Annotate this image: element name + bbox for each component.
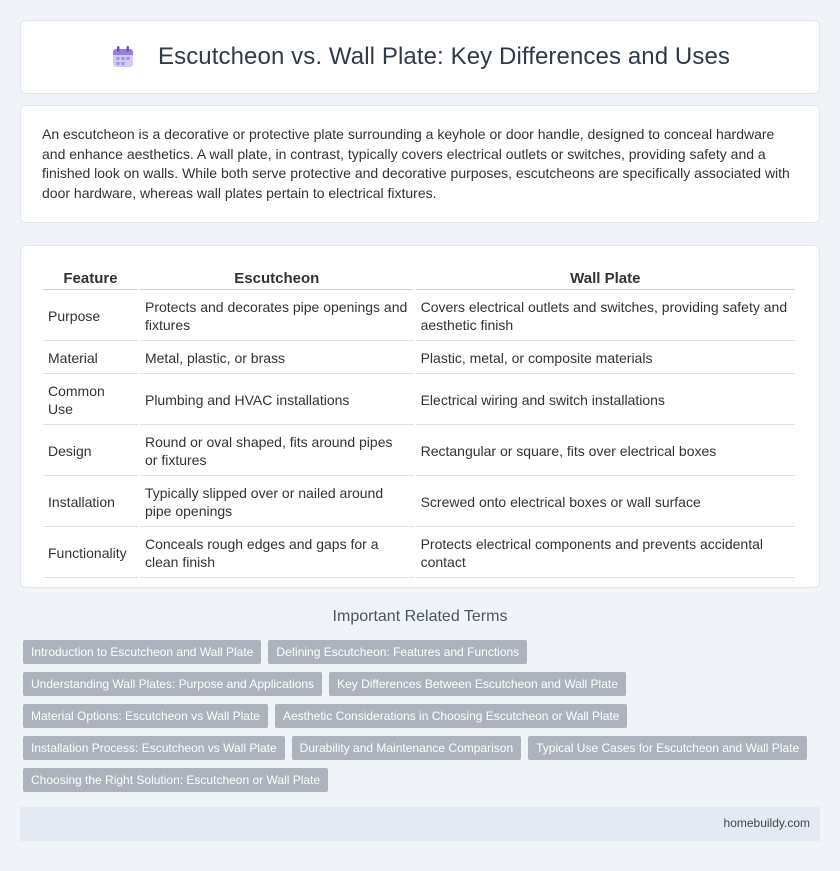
related-term-tag[interactable]: Material Options: Escutcheon vs Wall Plate (23, 704, 268, 728)
related-term-tag[interactable]: Typical Use Cases for Escutcheon and Wall Plate (528, 736, 807, 760)
table-row (43, 292, 795, 341)
feature-cell: Functionality (43, 529, 138, 578)
wall-plate-cell: Screwed onto electrical boxes or wall surface (416, 478, 795, 527)
feature-cell: Material (43, 343, 138, 374)
wall-plate-cell: Rectangular or square, fits over electrical boxes (416, 427, 795, 476)
wall-plate-cell: Protects electrical components and prevents accidental contact (416, 529, 795, 578)
feature-cell: Installation (43, 478, 138, 527)
page-title: Escutcheon vs. Wall Plate: Key Differences and Uses (157, 43, 731, 70)
tag-row (23, 736, 823, 760)
related-terms-list (23, 640, 823, 800)
related-term-tag[interactable]: Key Differences Between Escutcheon and Wall Plate (329, 672, 626, 696)
table-row (43, 376, 795, 425)
escutcheon-cell: Plumbing and HVAC installations (140, 376, 414, 425)
table-row (43, 343, 795, 374)
escutcheon-cell: Metal, plastic, or brass (140, 343, 414, 374)
footer (20, 807, 820, 841)
feature-cell: Common Use (43, 376, 138, 425)
wall-plate-cell: Plastic, metal, or composite materials (416, 343, 795, 374)
intro-text: An escutcheon is a decorative or protective plate surrounding a keyhole or door handle, designed to conceal hardware and enhance aesthetics. A wall plate, in contrast, typically covers electrical outlets or switches, providing safety and a finished look on walls. While both serve protective and decorative purposes, escutcheons are specifically associated with door hardware, whereas wall plates pertain to electrical fixtures. (42, 126, 790, 201)
title-wrap (110, 43, 730, 71)
table-header-row (43, 266, 795, 290)
feature-cell: Purpose (43, 292, 138, 341)
header-feature: Feature (43, 266, 138, 290)
escutcheon-cell: Protects and decorates pipe openings and fixtures (140, 292, 414, 341)
comparison-table-card (20, 245, 820, 588)
header-card (20, 20, 820, 94)
calendar-icon (110, 44, 136, 70)
tag-row (23, 640, 823, 664)
tag-row (23, 768, 823, 792)
feature-cell: Design (43, 427, 138, 476)
related-term-tag[interactable]: Installation Process: Escutcheon vs Wall Plate (23, 736, 285, 760)
table-row (43, 478, 795, 527)
table-row (43, 529, 795, 578)
related-term-tag[interactable]: Choosing the Right Solution: Escutcheon or Wall Plate (23, 768, 328, 792)
related-term-tag[interactable]: Defining Escutcheon: Features and Functions (268, 640, 527, 664)
header-wall-plate: Wall Plate (416, 266, 795, 290)
intro-card (20, 105, 820, 223)
wall-plate-cell: Electrical wiring and switch installations (416, 376, 795, 425)
escutcheon-cell: Typically slipped over or nailed around pipe openings (140, 478, 414, 527)
footer-site-link[interactable]: homebuildy.com (723, 816, 810, 830)
header-escutcheon: Escutcheon (140, 266, 414, 290)
table-row (43, 427, 795, 476)
tag-row (23, 704, 823, 728)
related-term-tag[interactable]: Durability and Maintenance Comparison (292, 736, 521, 760)
wall-plate-cell: Covers electrical outlets and switches, providing safety and aesthetic finish (416, 292, 795, 341)
escutcheon-cell: Round or oval shaped, fits around pipes or fixtures (140, 427, 414, 476)
related-term-tag[interactable]: Introduction to Escutcheon and Wall Plate (23, 640, 261, 664)
escutcheon-cell: Conceals rough edges and gaps for a clean finish (140, 529, 414, 578)
related-terms-title: Important Related Terms (332, 608, 508, 625)
related-term-tag[interactable]: Aesthetic Considerations in Choosing Escutcheon or Wall Plate (275, 704, 627, 728)
related-term-tag[interactable]: Understanding Wall Plates: Purpose and Applications (23, 672, 322, 696)
tag-row (23, 672, 823, 696)
comparison-table (41, 264, 797, 580)
